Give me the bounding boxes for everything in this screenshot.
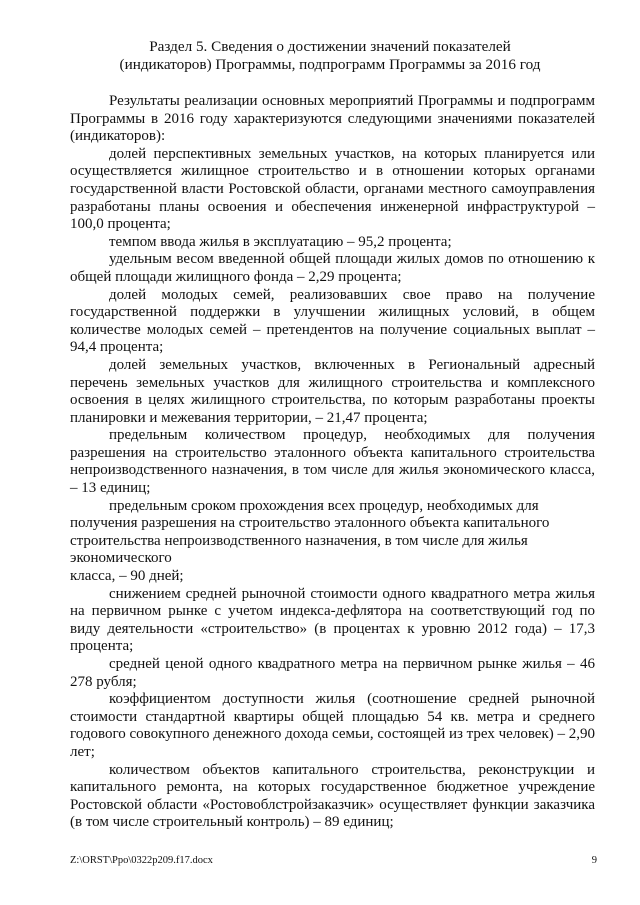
- page-number: 9: [591, 855, 597, 866]
- heading-line-2: (индикаторов) Программы, подпрограмм Программы за 2016 год: [119, 56, 541, 73]
- heading-line-1: Раздел 5. Сведения о достижении значений показателей: [149, 38, 511, 55]
- paragraph-price-decrease: снижением средней рыночной стоимости одного квадратного метра жилья на первичном рынке с учетом индекса-дефлятора на соответствующий год по виду деятельности «строительство» (в процентах к уровню 2012 года) – 17,3 процента;: [70, 585, 595, 655]
- paragraph-affordability: коэффициентом доступности жилья (соотношение средней рыночной стоимости стандартной квартиры общей площадью 54 кв. метра и среднего годового совокупного денежного дохода семьи, состоящей из трех человек) – 2,90 лет;: [70, 691, 595, 760]
- paragraph-perspective-land: долей перспективных земельных участков, на которых планируется или осуществляется жилищное строительство и в отношении которых органами государственной власти Ростовской области, органами местного самоуправления разработаны планы освоения и обеспечения инженерной инфраструктурой – 100,0 процента;: [70, 145, 595, 233]
- paragraph-construction-objects: количеством объектов капитального строительства, реконструкции и капитального ремонта, на которых государственное бюджетное учреждение Ростовской области «Ростовоблстройзаказчик» осуществляет функции заказчика (в том числе строительный контроль) – 89 единиц;: [70, 761, 595, 831]
- paragraph-procedures-count: предельным количеством процедур, необходимых для получения разрешения на строительство эталонного объекта капитального строительства непроизводственного назначения, в том числе для жилья экономического класса, – 13 единиц;: [70, 427, 595, 497]
- paragraph-average-price: средней ценой одного квадратного метра на первичном рынке жилья – 46 278 рубля;: [70, 656, 595, 690]
- paragraph-housing-rate: темпом ввода жилья в эксплуатацию – 95,2 процента;: [109, 233, 452, 250]
- file-path: Z:\ORST\Ppo\0322p209.f17.docx: [70, 855, 213, 866]
- document-body: [70, 93, 595, 832]
- paragraph-procedures-term: предельным сроком прохождения всех процедур, необходимых для получения разрешения на строительство эталонного объекта капитального строительства непроизводственного назначения, в том числе для жилья экономического: [70, 497, 550, 567]
- section-heading: [60, 38, 600, 74]
- paragraph-intro: Результаты реализации основных мероприятий Программы и подпрограмм Программы в 2016 году характеризуются следующими значениями показателей (индикаторов):: [70, 93, 595, 145]
- paragraph-procedures-term-end: класса, – 90 дней;: [70, 568, 184, 585]
- paragraph-floor-area-share: удельным весом введенной общей площади жилых домов по отношению к общей площади жилищного фонда – 2,29 процента;: [70, 251, 595, 285]
- paragraph-land-plots: долей земельных участков, включенных в Региональный адресный перечень земельных участков для жилищного строительства и комплексного освоения в целях жилищного строительства, по которым разработаны проекты планировки и межевания территории, – 21,47 процента;: [70, 356, 595, 426]
- paragraph-young-families: долей молодых семей, реализовавших свое право на получение государственной поддержки в улучшении жилищных условий, в общем количестве молодых семей – претендентов на получение социальных выплат – 94,4 процента;: [70, 286, 595, 356]
